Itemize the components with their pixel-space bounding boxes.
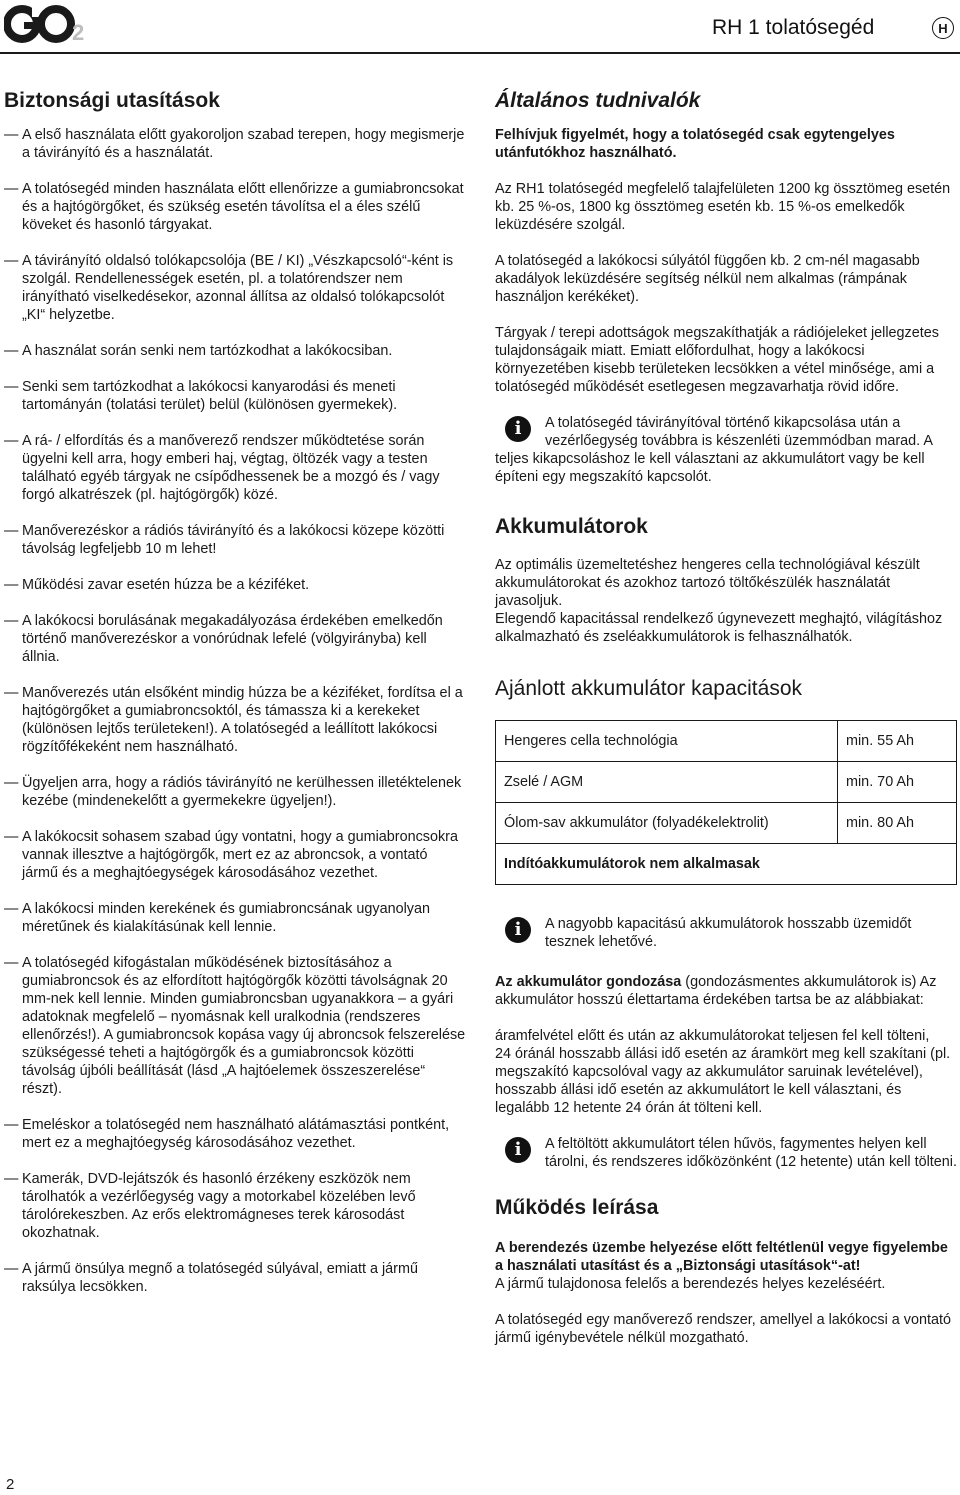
safety-list-item: — Senki sem tartózkodhat a lakókocsi kanyarodási és meneti tartományán (tolatási terület) belül (különösen gyermekek). — [4, 378, 466, 414]
safety-column — [4, 88, 466, 1314]
capacity-table-row — [496, 762, 957, 803]
operation-paragraph-2: A tolatósegéd egy manőverező rendszer, amellyel a lakókocsi a vontató jármű igénybevétele nélkül mozgatható. — [495, 1312, 951, 1346]
info-icon: i — [505, 1137, 531, 1163]
battery-care-text: (gondozásmentes akkumulátorok is) Az akkumulátor hosszú élettartama érdekében tartsa be az alábbiakat: — [495, 974, 937, 1008]
battery-capacity-cell: min. 55 Ah — [838, 721, 957, 762]
page-number: 2 — [6, 1476, 15, 1493]
info-icon: i — [505, 917, 531, 943]
capacity-table-row — [496, 803, 957, 844]
battery-care-line-3: hosszabb állási idő esetén az akkumulátort le kell választani, és legalább 12 hetente 24 órán át tölteni kell. — [495, 1082, 902, 1116]
battery-capacity-cell: min. 80 Ah — [838, 803, 957, 844]
capacity-table — [495, 720, 957, 885]
go2-logo — [4, 4, 90, 44]
capacity-heading: Ajánlott akkumulátor kapacitások — [495, 677, 802, 700]
general-paragraph-1: Az RH1 tolatósegéd megfelelő talajfelületen 1200 kg össztömeg esetén kb. 25 %-os, 1800 kg össztömeg esetén kb. 15 %-os emelkedők leküzdésére szolgál. — [495, 181, 951, 233]
batteries-paragraph-1: Az optimális üzemeltetéshez hengeres cella technológiával készült akkumulátorokat és azokhoz tartozó töltőkészülék használatát javasoljuk. — [495, 557, 920, 609]
safety-list — [4, 126, 466, 1296]
battery-care-line-2: 24 óránál hosszabb állási idő esetén az áramkört meg kell szakítani (pl. megszakító kapcsolóval vagy az akkumulátor saruinak levételével), — [495, 1046, 951, 1080]
safety-list-item: — A távirányító oldalsó tolókapcsolója (BE / KI) „Vészkapcsoló“-ként is szolgál. Rendellenességek esetén, pl. a tolatórendszer nem irányítható viselkedésekor, azonnal állítsa az oldalsó tolókapcsolót „KI“ helyzetbe. — [4, 252, 466, 324]
safety-list-item: — A első használata előtt gyakoroljon szabad terepen, hogy megismerje a távirányító és a használatát. — [4, 126, 466, 162]
battery-type-cell: Ólom-sav akkumulátor (folyadékelektrolit) — [496, 803, 838, 844]
info-note-text: A nagyobb kapacitású akkumulátorok hosszabb üzemidőt tesznek lehetővé. — [545, 916, 912, 950]
info-note-text: A feltöltött akkumulátort télen hűvös, fagymentes helyen kell tárolni, és rendszeres időközönként (12 hetente) után kell tölteni. — [545, 1136, 957, 1170]
safety-list-item: — A rá- / elfordítás és a manőverező rendszer működtetése során ügyelni kell arra, hogy emberi haj, végtag, öltözék vagy a testen található egyéb tárgyak ne csípődhessenek be a mozgó és / vagy forgó alkatrészek (pl. hajtógörgők) közé. — [4, 432, 466, 504]
capacity-table-row — [496, 721, 957, 762]
safety-list-item: — A tolatósegéd kifogástalan működésének biztosításához a gumiabroncsok és az elfordított hajtógörgők közötti távolságnak 20 mm-nek kell lennie. Minden gumiabroncsban ugyanakkora – a gyári adatoknak megfelelő – nyomásnak kell uralkodnia (rendszeres ellenőrzés!). A gumiabroncsok kopása vagy új abroncsok felszerelése szükségessé teheti a hajtógörgők és a gumiabroncsok közötti távolság újbóli beállítását (lásd „A hajtóelemek összeszerelése“ részt). — [4, 954, 466, 1098]
info-note-capacity — [495, 915, 957, 951]
battery-care-line-1: áramfelvétel előtt és után az akkumulátorokat teljesen fel kell tölteni, — [495, 1028, 930, 1044]
safety-list-item: — A lakókocsit sohasem szabad úgy vontatni, hogy a gumiabroncsokra vannak illesztve a hajtógörgők, mert ez az abroncsok, a vontató jármű és a meghajtóegységek károsodásához vezethet. — [4, 828, 466, 882]
battery-care-intro — [495, 973, 957, 1009]
general-intro: Felhívjuk figyelmét, hogy a tolatósegéd csak egytengelyes utánfutókhoz használható. — [495, 127, 895, 161]
svg-text:2: 2 — [72, 20, 85, 44]
general-heading: Általános tudnivalók — [495, 89, 701, 112]
safety-list-item: — Működési zavar esetén húzza be a kéziféket. — [4, 576, 466, 594]
safety-list-item: — Kamerák, DVD-lejátszók és hasonló érzékeny eszközök nem tárolhatók a vezérlőegység vagy a motorkabel közelében levő tárolórekeszben. Az erős elektromágneses terek károsodást okozhatnak. — [4, 1170, 466, 1242]
battery-care-title: Az akkumulátor gondozása — [495, 974, 682, 990]
safety-list-item: — A tolatósegéd minden használata előtt ellenőrizze a gumiabroncsokat és a hajtógörgőket, és szükség esetén távolítsa el a éles szélű köveket és hasonló tárgyakat. — [4, 180, 466, 234]
document-title: RH 1 tolatósegéd — [712, 16, 875, 39]
operation-paragraph-1: A jármű tulajdonosa felelős a berendezés helyes kezeléséért. — [495, 1276, 886, 1292]
safety-list-item: — Emeléskor a tolatósegéd nem használható alátámasztási pontként, mert ez a meghajtóegység károsodásához vezethet. — [4, 1116, 466, 1152]
info-icon: i — [505, 416, 531, 442]
safety-list-item: — Ügyeljen arra, hogy a rádiós távirányító ne kerülhessen illetéktelenek kezébe (mindenekelőtt a gyermekekre ügyeljen!). — [4, 774, 466, 810]
battery-type-cell: Hengeres cella technológia — [496, 721, 838, 762]
general-paragraph-3: Tárgyak / terepi adottságok megszakíthatják a rádiójeleket jellegzetes tulajdonságaik miatt. Emiatt előfordulhat, hogy a lakókocsi környezetében kisebb területeken lecsökken a vétel minősége, ami a tolatósegéd működését esetlegesen megzavarhatja rövid időre. — [495, 325, 939, 395]
starter-battery-note: Indítóakkumulátorok nem alkalmasak — [496, 844, 957, 885]
operation-heading: Működés leírása — [495, 1196, 659, 1219]
info-note-winter — [495, 1135, 957, 1171]
safety-list-item: — A jármű önsúlya megnő a tolatósegéd súlyával, emiatt a jármű raksúlya lecsökken. — [4, 1260, 466, 1296]
battery-type-cell: Zselé / AGM — [496, 762, 838, 803]
info-note-standby — [495, 414, 957, 486]
safety-heading: Biztonsági utasítások — [4, 89, 220, 112]
safety-list-item: — Manőverezés után elsőként mindig húzza be a kéziféket, fordítsa el a hajtógörgőket a gumiabroncsoktól, és támassza ki a kerekeket (különösen lejtős területeken!). A tolatósegéd a leállított lakókocsi rögzítőfékeként nem használható. — [4, 684, 466, 756]
safety-list-item: — A lakókocsi borulásának megakadályozása érdekében emelkedőn történő manőverezéskor a vonórúdnak lefelé (völgyirányba) kell állnia. — [4, 612, 466, 666]
safety-list-item: — Manőverezéskor a rádiós távirányító és a lakókocsi közepe közötti távolság legfeljebb 10 m lehet! — [4, 522, 466, 558]
battery-capacity-cell: min. 70 Ah — [838, 762, 957, 803]
batteries-paragraph-2: Elegendő kapacitással rendelkező úgynevezett meghajtó, világításhoz alkalmazható és zseléakkumulátorok is felhasználhatók. — [495, 611, 943, 645]
general-paragraph-2: A tolatósegéd a lakókocsi súlyától függően kb. 2 cm-nél magasabb akadályok leküzdésére segítség nélkül nem alkalmas (rámpának használjon kerékéket). — [495, 253, 920, 305]
batteries-heading: Akkumulátorok — [495, 515, 648, 538]
info-column — [495, 88, 957, 1347]
page-header — [0, 0, 960, 60]
language-badge: H — [932, 17, 954, 39]
safety-list-item: — A használat során senki nem tartózkodhat a lakókocsiban. — [4, 342, 466, 360]
header-rule — [0, 52, 960, 54]
capacity-table-row — [496, 844, 957, 885]
operation-bold-note: A berendezés üzembe helyezése előtt feltétlenül vegye figyelembe a használati utasítást és a „Biztonsági utasítások“-at! — [495, 1240, 948, 1274]
safety-list-item: — A lakókocsi minden kerekének és gumiabroncsának ugyanolyan méretűnek és kialakításúnak kell lennie. — [4, 900, 466, 936]
info-note-text: A tolatósegéd távirányítóval történő kikapcsolása után a vezérlőegység továbbra is készenléti üzemmódban marad. A teljes kikapcsoláshoz le kell választani az akkumulátort vagy be kell építeni egy megszakító kapcsolót. — [495, 415, 933, 485]
